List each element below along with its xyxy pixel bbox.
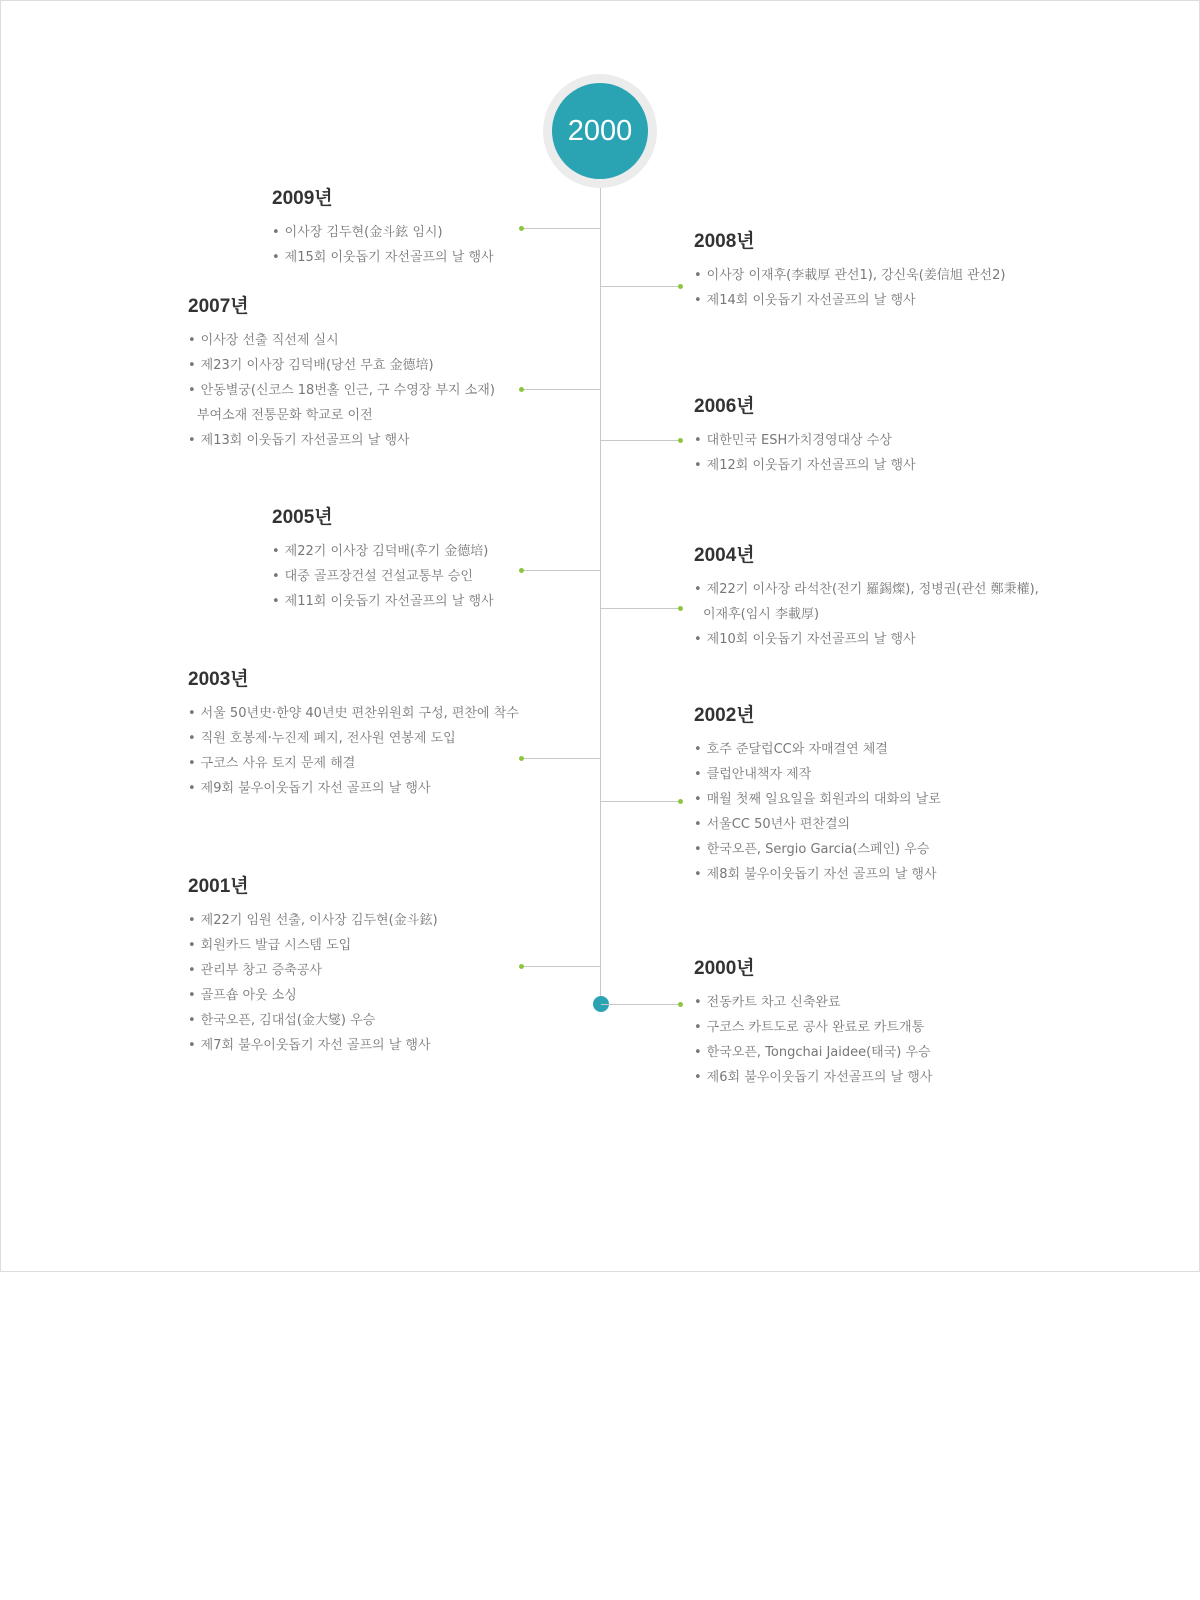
- list-item: • 한국오픈, Sergio Garcia(스페인) 우승: [694, 842, 930, 857]
- list-item: • 클럽안내책자 제작: [694, 767, 812, 782]
- entry-year: 2002년: [694, 705, 755, 726]
- decade-badge: [543, 74, 657, 188]
- entry-list: [188, 328, 495, 453]
- list-item: • 제7회 불우이웃돕기 자선 골프의 날 행사: [188, 1038, 431, 1053]
- timeline-entry-2001: [188, 874, 438, 1058]
- list-item: • 제12회 이웃돕기 자선골프의 날 행사: [694, 458, 916, 473]
- timeline-entry-2003: [188, 667, 519, 801]
- timeline-entry-2005: [272, 505, 494, 614]
- entry-list: [188, 908, 438, 1058]
- entry-year: 2004년: [694, 545, 755, 566]
- list-item: • 이사장 김두현(金斗鉉 임시): [272, 225, 443, 240]
- entry-list: [694, 577, 1039, 652]
- list-item: • 한국오픈, 김대섭(金大燮) 우승: [188, 1013, 376, 1028]
- connector-2000: [601, 1004, 681, 1005]
- list-item: • 호주 준달럽CC와 자매결연 체결: [694, 742, 888, 757]
- entry-year: 2006년: [694, 396, 755, 417]
- entry-year: 2007년: [188, 296, 249, 317]
- list-item: • 제10회 이웃돕기 자선골프의 날 행사: [694, 632, 916, 647]
- connector-2009: [521, 228, 601, 229]
- timeline-entry-2007: [188, 294, 495, 453]
- entry-year: 2005년: [272, 507, 333, 528]
- connector-2004: [601, 608, 681, 609]
- list-item: • 한국오픈, Tongchai Jaidee(태국) 우승: [694, 1045, 931, 1060]
- entry-year: 2000년: [694, 958, 755, 979]
- connector-2006: [601, 440, 681, 441]
- list-item: • 제22기 이사장 김덕배(후기 金德培): [272, 544, 489, 559]
- connector-2008: [601, 286, 681, 287]
- connector-dot: [519, 226, 524, 231]
- connector-2002: [601, 801, 681, 802]
- list-item: • 관리부 창고 증축공사: [188, 963, 322, 978]
- list-item: • 골프숍 아웃 소싱: [188, 988, 297, 1003]
- list-item: • 구코스 사유 토지 문제 해결: [188, 756, 356, 771]
- list-item: • 대한민국 ESH가치경영대상 수상: [694, 433, 892, 448]
- list-item: • 제22기 이사장 라석찬(전기 羅錫燦), 정병권(관선 鄭秉權), 이재후(임시 李載厚): [694, 582, 1039, 622]
- timeline-entry-2004: [694, 543, 1039, 652]
- entry-list: [272, 539, 494, 614]
- list-item: • 제14회 이웃돕기 자선골프의 날 행사: [694, 293, 916, 308]
- list-item: • 매월 첫째 일요일을 회원과의 대화의 날로: [694, 792, 941, 807]
- list-item: • 제11회 이웃돕기 자선골프의 날 행사: [272, 594, 494, 609]
- list-item: • 서울 50년史·한양 40년史 편찬위원회 구성, 편찬에 착수: [188, 706, 519, 721]
- timeline-entry-2009: [272, 186, 494, 270]
- connector-2003: [521, 758, 601, 759]
- list-item: • 직원 호봉제·누진제 폐지, 전사원 연봉제 도입: [188, 731, 456, 746]
- list-item: • 회원카드 발급 시스템 도입: [188, 938, 352, 953]
- entry-list: [272, 220, 494, 270]
- connector-2005: [521, 570, 601, 571]
- entry-list: [694, 990, 932, 1090]
- list-item: • 제9회 불우이웃돕기 자선 골프의 날 행사: [188, 781, 431, 796]
- list-item: • 제23기 이사장 김덕배(당선 무효 金德培): [188, 358, 434, 373]
- list-item: • 전동카트 차고 신축완료: [694, 995, 841, 1010]
- entry-year: 2008년: [694, 231, 755, 252]
- connector-2001: [521, 966, 601, 967]
- timeline-entry-2002: [694, 703, 941, 887]
- list-item: • 제13회 이웃돕기 자선골프의 날 행사: [188, 433, 410, 448]
- list-item: • 이사장 선출 직선제 실시: [188, 333, 339, 348]
- list-item: • 서울CC 50년사 편찬결의: [694, 817, 851, 832]
- timeline-entry-2006: [694, 394, 916, 478]
- entry-year: 2003년: [188, 669, 249, 690]
- timeline-entry-2000: [694, 956, 932, 1090]
- list-item: • 제22기 임원 선출, 이사장 김두현(金斗鉉): [188, 913, 438, 928]
- entry-year: 2009년: [272, 188, 333, 209]
- connector-dot: [678, 606, 683, 611]
- connector-dot: [519, 568, 524, 573]
- connector-dot: [678, 799, 683, 804]
- connector-2007: [521, 389, 601, 390]
- entry-list: [694, 737, 941, 887]
- entry-list: [188, 701, 519, 801]
- connector-dot: [678, 438, 683, 443]
- connector-dot: [678, 284, 683, 289]
- list-item: • 구코스 카트도로 공사 완료로 카트개통: [694, 1020, 925, 1035]
- list-item: • 이사장 이재후(李載厚 관선1), 강신욱(姜信旭 관선2): [694, 268, 1006, 283]
- connector-dot: [519, 756, 524, 761]
- timeline-entry-2008: [694, 229, 1005, 313]
- list-item: • 대중 골프장건설 건설교통부 승인: [272, 569, 473, 584]
- list-item: • 제8회 불우이웃돕기 자선 골프의 날 행사: [694, 867, 937, 882]
- decade-circle: [552, 83, 648, 179]
- list-item: • 제15회 이웃돕기 자선골프의 날 행사: [272, 250, 494, 265]
- list-item: • 안동별궁(신코스 18번홀 인근, 구 수영장 부지 소재) 부여소재 전통문화 학교로 이전: [188, 383, 495, 423]
- connector-dot: [678, 1002, 683, 1007]
- entry-year: 2001년: [188, 876, 249, 897]
- connector-dot: [519, 387, 524, 392]
- timeline-axis: [600, 181, 601, 1004]
- decade-label: 2000: [567, 114, 633, 147]
- entry-list: [694, 428, 916, 478]
- connector-dot: [519, 964, 524, 969]
- entry-list: [694, 263, 1005, 313]
- list-item: • 제6회 불우이웃돕기 자선골프의 날 행사: [694, 1070, 933, 1085]
